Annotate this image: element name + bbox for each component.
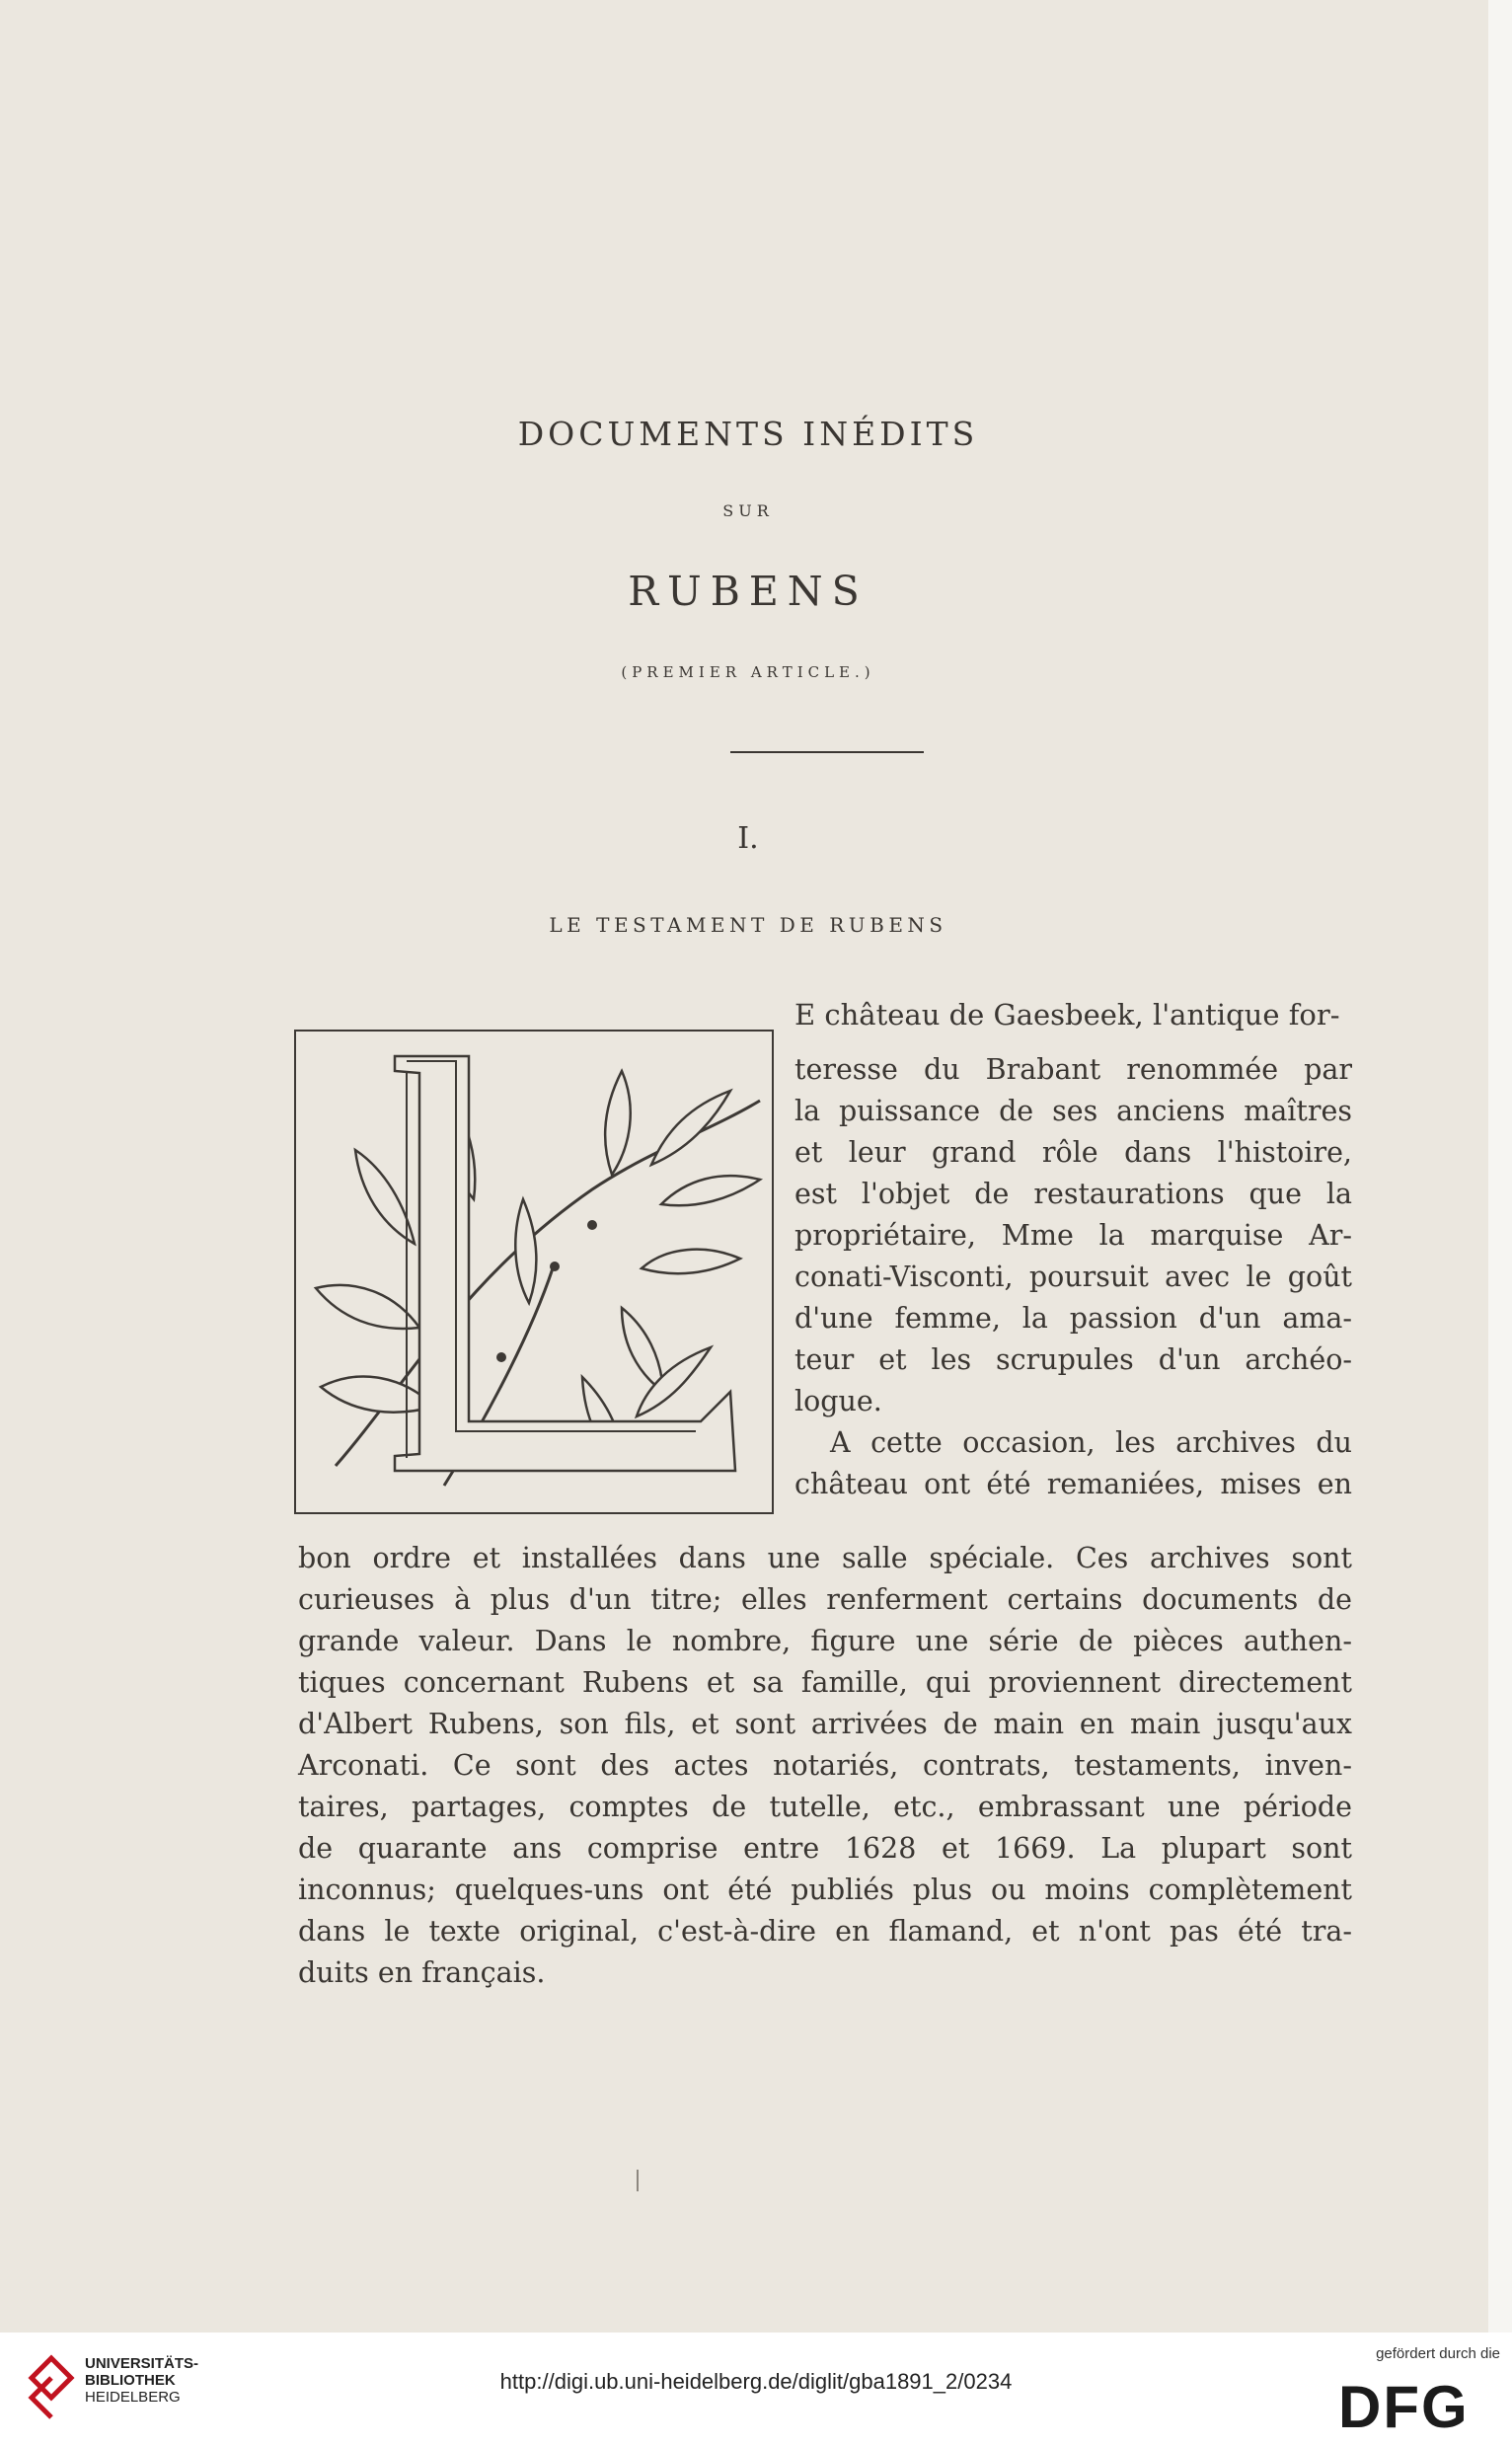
text-line: curieuses à plus d'un titre; elles renferment certains documents de	[298, 1583, 1352, 1616]
document-title-sur: SUR	[722, 501, 774, 520]
text-line: duits en français.	[298, 1956, 546, 1989]
section-title: LE TESTAMENT DE RUBENS	[549, 913, 947, 937]
text-line: bon ordre et installées dans une salle spéciale. Ces archives sont	[298, 1542, 1352, 1574]
text-line: Arconati. Ce sont des actes notariés, contrats, testaments, inven-	[298, 1749, 1352, 1782]
text-line: inconnus; quelques-uns ont été publiés plus ou moins complètement	[298, 1873, 1352, 1906]
dfg-logo[interactable]: DFG	[1338, 2374, 1470, 2440]
funding-label: gefördert durch die	[1376, 2345, 1500, 2362]
text-line: dans le texte original, c'est-à-dire en flamand, et n'ont pas été tra-	[298, 1915, 1352, 1948]
page-edge	[1488, 0, 1512, 2332]
university-name: UNIVERSITÄTS- BIBLIOTHEK HEIDELBERG	[85, 2355, 199, 2406]
text-line: de quarante ans comprise entre 1628 et 1669. La plupart sont	[298, 1832, 1352, 1865]
gutter-mark	[637, 2170, 639, 2191]
text-line: et leur grand rôle dans l'histoire,	[794, 1136, 1352, 1169]
title-rule	[730, 751, 924, 753]
text-line: grande valeur. Dans le nombre, figure une série de pièces authen-	[298, 1625, 1352, 1657]
laurel-ornament-icon	[296, 1032, 772, 1512]
text-line: taires, partages, comptes de tutelle, etc., embrassant une période	[298, 1791, 1352, 1823]
ornamental-initial	[294, 1030, 774, 1514]
document-title: DOCUMENTS INÉDITS	[517, 415, 979, 453]
text-line: conati-Visconti, poursuit avec le goût	[794, 1261, 1352, 1293]
text-line: tiques concernant Rubens et sa famille, qui proviennent directement	[298, 1666, 1352, 1699]
text-line: teresse du Brabant renommée par	[794, 1053, 1352, 1086]
permalink-url[interactable]: http://digi.ub.uni-heidelberg.de/diglit/gba1891_2/0234	[499, 2369, 1013, 2394]
document-subject: RUBENS	[628, 568, 869, 615]
narrow-text-column	[794, 1049, 1352, 1505]
text-line: teur et les scrupules d'un archéo-	[794, 1343, 1352, 1376]
text-line: est l'objet de restaurations que la	[794, 1178, 1352, 1210]
text-line: logue.	[794, 1385, 882, 1417]
text-line: d'une femme, la passion d'un ama-	[794, 1302, 1352, 1335]
text-line: A cette occasion, les archives du	[830, 1426, 1352, 1459]
text-line: la puissance de ses anciens maîtres	[794, 1095, 1352, 1127]
article-label: (PREMIER ARTICLE.)	[621, 663, 875, 681]
section-number: I.	[737, 821, 759, 856]
full-text-block	[298, 1538, 1352, 1994]
paragraph1-first-line: E château de Gaesbeek, l'antique for-	[794, 998, 1340, 1032]
text-line: propriétaire, Mme la marquise Ar-	[794, 1219, 1352, 1252]
text-line: d'Albert Rubens, son fils, et sont arrivées de main en main jusqu'aux	[298, 1708, 1352, 1740]
text-line: château ont été remaniées, mises en	[794, 1468, 1352, 1500]
